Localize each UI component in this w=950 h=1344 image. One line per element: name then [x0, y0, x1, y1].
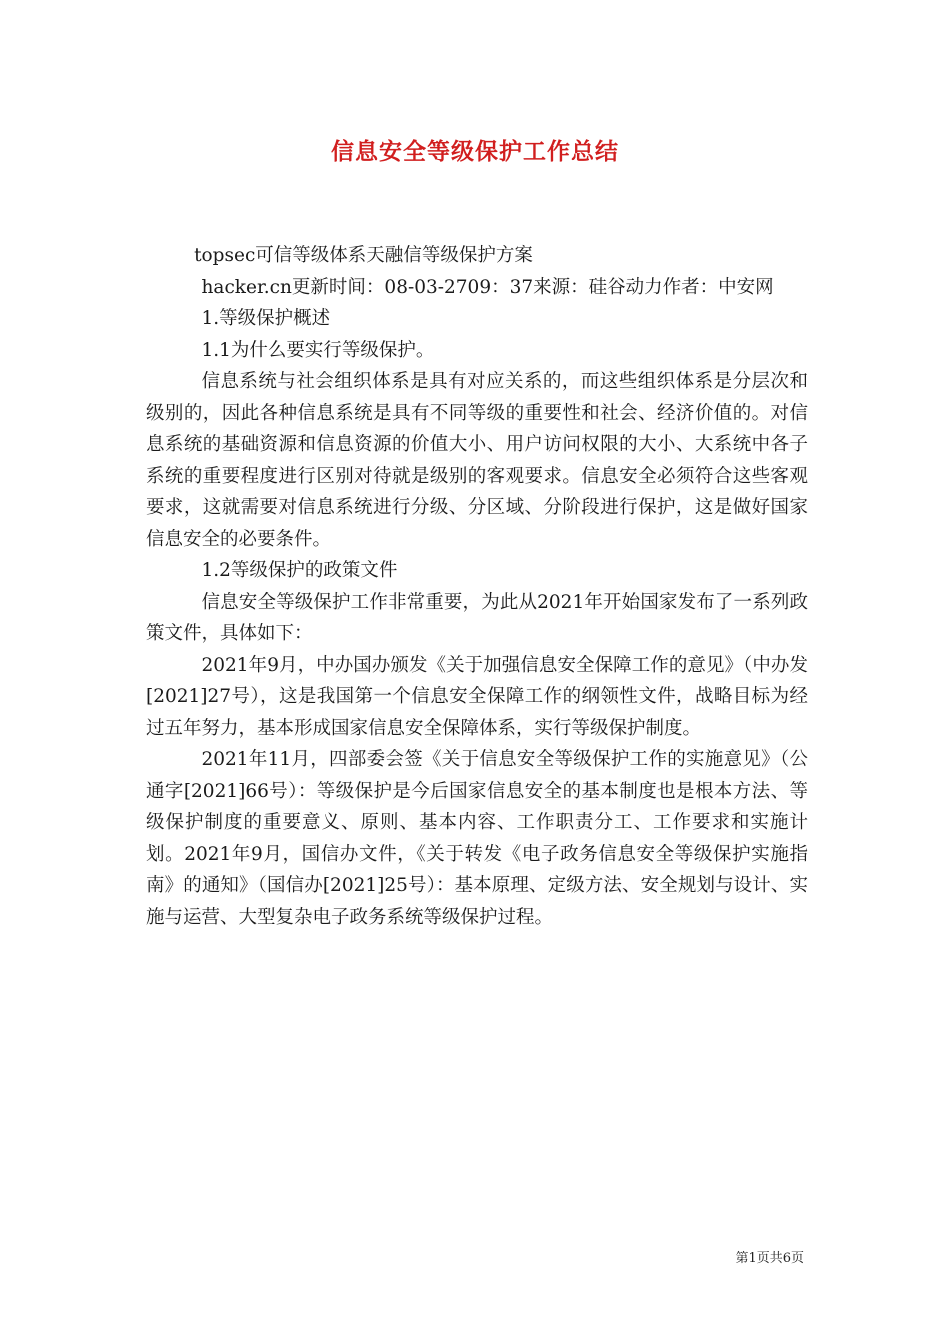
page-number: 第1页共6页	[735, 1251, 804, 1266]
document-body	[146, 240, 808, 933]
paragraph-policy-2021-9: 2021年9月，中办国办颁发《关于加强信息安全保障工作的意见》（中办发[2021]27号），这是我国第一个信息安全保障工作的纲领性文件，战略目标为经过五年努力，基本形成国家信息安全保障体系，实行等级保护制度。	[146, 654, 808, 739]
heading-policy: 1.2等级保护的政策文件	[201, 560, 398, 581]
heading-overview: 1.等级保护概述	[201, 308, 331, 329]
heading-why: 1.1为什么要实行等级保护。	[201, 339, 435, 361]
paragraph-subtitle: topsec可信等级体系天融信等级保护方案	[194, 245, 533, 266]
paragraph-source: hacker.cn更新时间：08-03-2709：37来源：硅谷动力作者：中安网	[201, 276, 774, 298]
document-title: 信息安全等级保护工作总结	[331, 138, 619, 165]
paragraph-policy-intro: 信息安全等级保护工作非常重要，为此从2021年开始国家发布了一系列政策文件，具体如下：	[146, 591, 808, 644]
paragraph-why-body: 信息系统与社会组织体系是具有对应关系的，而这些组织体系是分层次和级别的，因此各种信息系统是具有不同等级的重要性和社会、经济价值的。对信息系统的基础资源和信息资源的价值大小、用户访问权限的大小、大系统中各子系统的重要程度进行区别对待就是级别的客观要求。信息安全必须符合这些客观要求，这就需要对信息系统进行分级、分区域、分阶段进行保护，这是做好国家信息安全的必要条件。	[146, 371, 808, 550]
paragraph-policy-2021-11: 2021年11月，四部委会签《关于信息安全等级保护工作的实施意见》（公通字[2021]66号）：等级保护是今后国家信息安全的基本制度也是根本方法、等级保护制度的重要意义、原则、基本内容、工作职责分工、工作要求和实施计划。2021年9月，国信办文件，《关于转发《电子政务信息安全等级保护实施指南》的通知》（国信办[2021]25号）：基本原理、定级方法、安全规划与设计、实施与运营、大型复杂电子政务系统等级保护过程。	[146, 749, 808, 928]
